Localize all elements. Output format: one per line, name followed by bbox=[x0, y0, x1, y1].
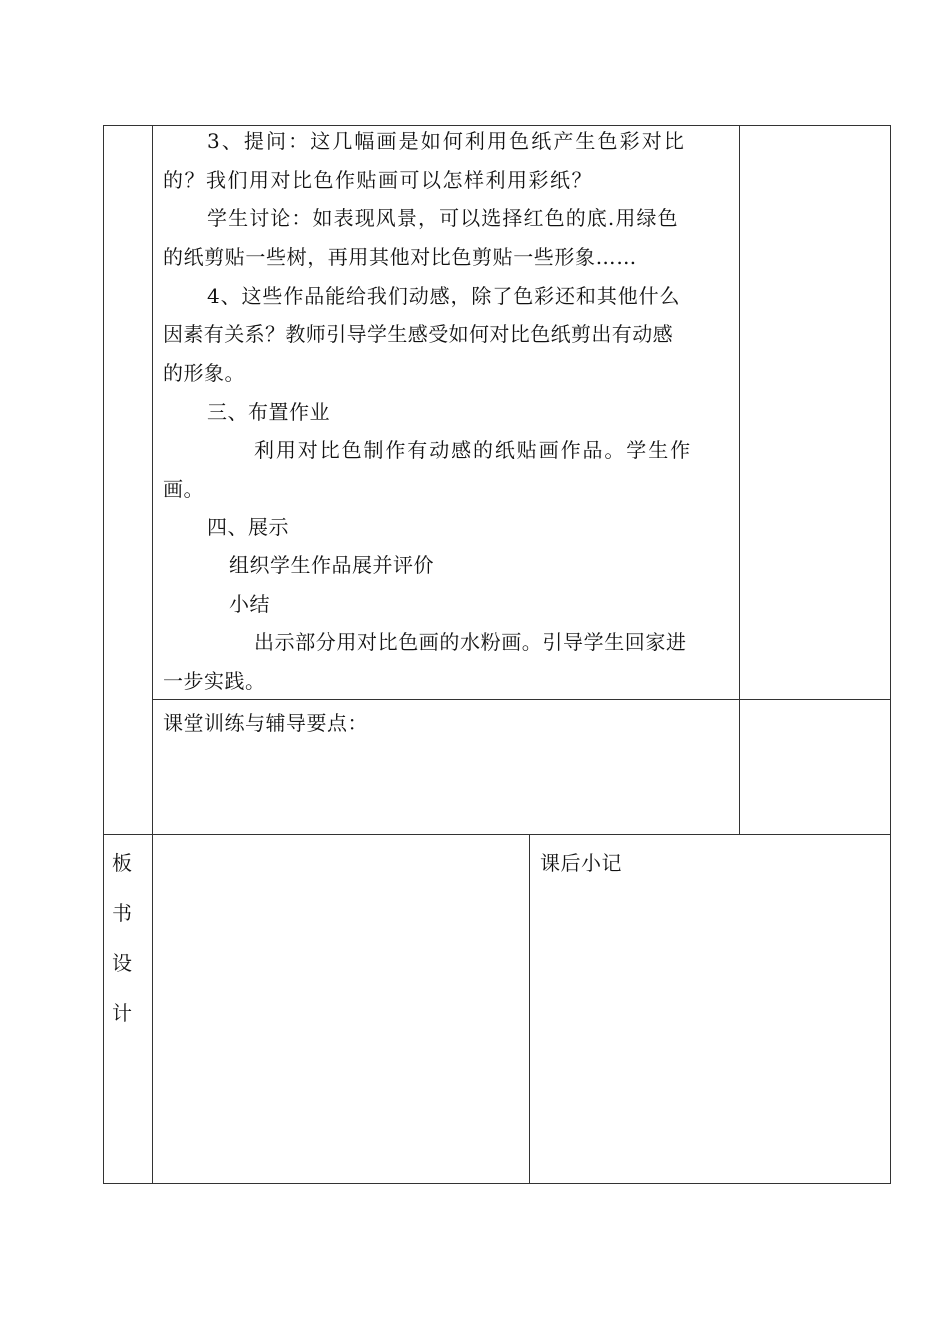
content-line: 的形象。 bbox=[163, 361, 245, 385]
board-column-divider bbox=[529, 834, 530, 1184]
table-border-top bbox=[103, 125, 891, 126]
content-line: 出示部分用对比色画的水粉画。引导学生回家进 bbox=[254, 630, 687, 654]
notes-column-divider bbox=[739, 125, 740, 835]
content-heading: 三、布置作业 bbox=[207, 400, 330, 424]
table-border-left bbox=[103, 125, 104, 1184]
training-divider bbox=[152, 699, 891, 700]
content-line: 学生讨论：如表现风景，可以选择红色的底.用绿色 bbox=[207, 206, 679, 230]
content-line: 4、这些作品能给我们动感，除了色彩还和其他什么 bbox=[207, 284, 681, 308]
board-design-char: 书 bbox=[112, 901, 132, 925]
training-label: 课堂训练与辅导要点： bbox=[163, 711, 368, 735]
content-line: 3、提问：这几幅画是如何利用色纸产生色彩对比 bbox=[207, 129, 686, 153]
after-class-label: 课后小记 bbox=[540, 851, 622, 875]
board-design-char: 板 bbox=[112, 851, 132, 875]
table-border-bottom bbox=[103, 1183, 891, 1184]
board-design-char: 计 bbox=[112, 1001, 132, 1025]
table-border-right bbox=[890, 125, 891, 1184]
content-line: 的纸剪贴一些树，再用其他对比色剪贴一些形象…… bbox=[163, 245, 637, 269]
section-divider bbox=[103, 834, 891, 835]
content-line: 组织学生作品展并评价 bbox=[229, 553, 434, 577]
content-line: 小结 bbox=[229, 592, 270, 616]
content-line: 因素有关系？教师引导学生感受如何对比色纸剪出有动感 bbox=[163, 322, 673, 346]
content-line: 画。 bbox=[163, 477, 204, 501]
content-line: 利用对比色制作有动感的纸贴画作品。学生作 bbox=[254, 438, 692, 462]
board-design-char: 设 bbox=[112, 951, 132, 975]
content-line: 的？我们用对比色作贴画可以怎样利用彩纸？ bbox=[163, 168, 593, 192]
content-line: 一步实践。 bbox=[163, 669, 266, 693]
content-heading: 四、展示 bbox=[207, 515, 289, 539]
label-column-divider bbox=[152, 125, 153, 1184]
